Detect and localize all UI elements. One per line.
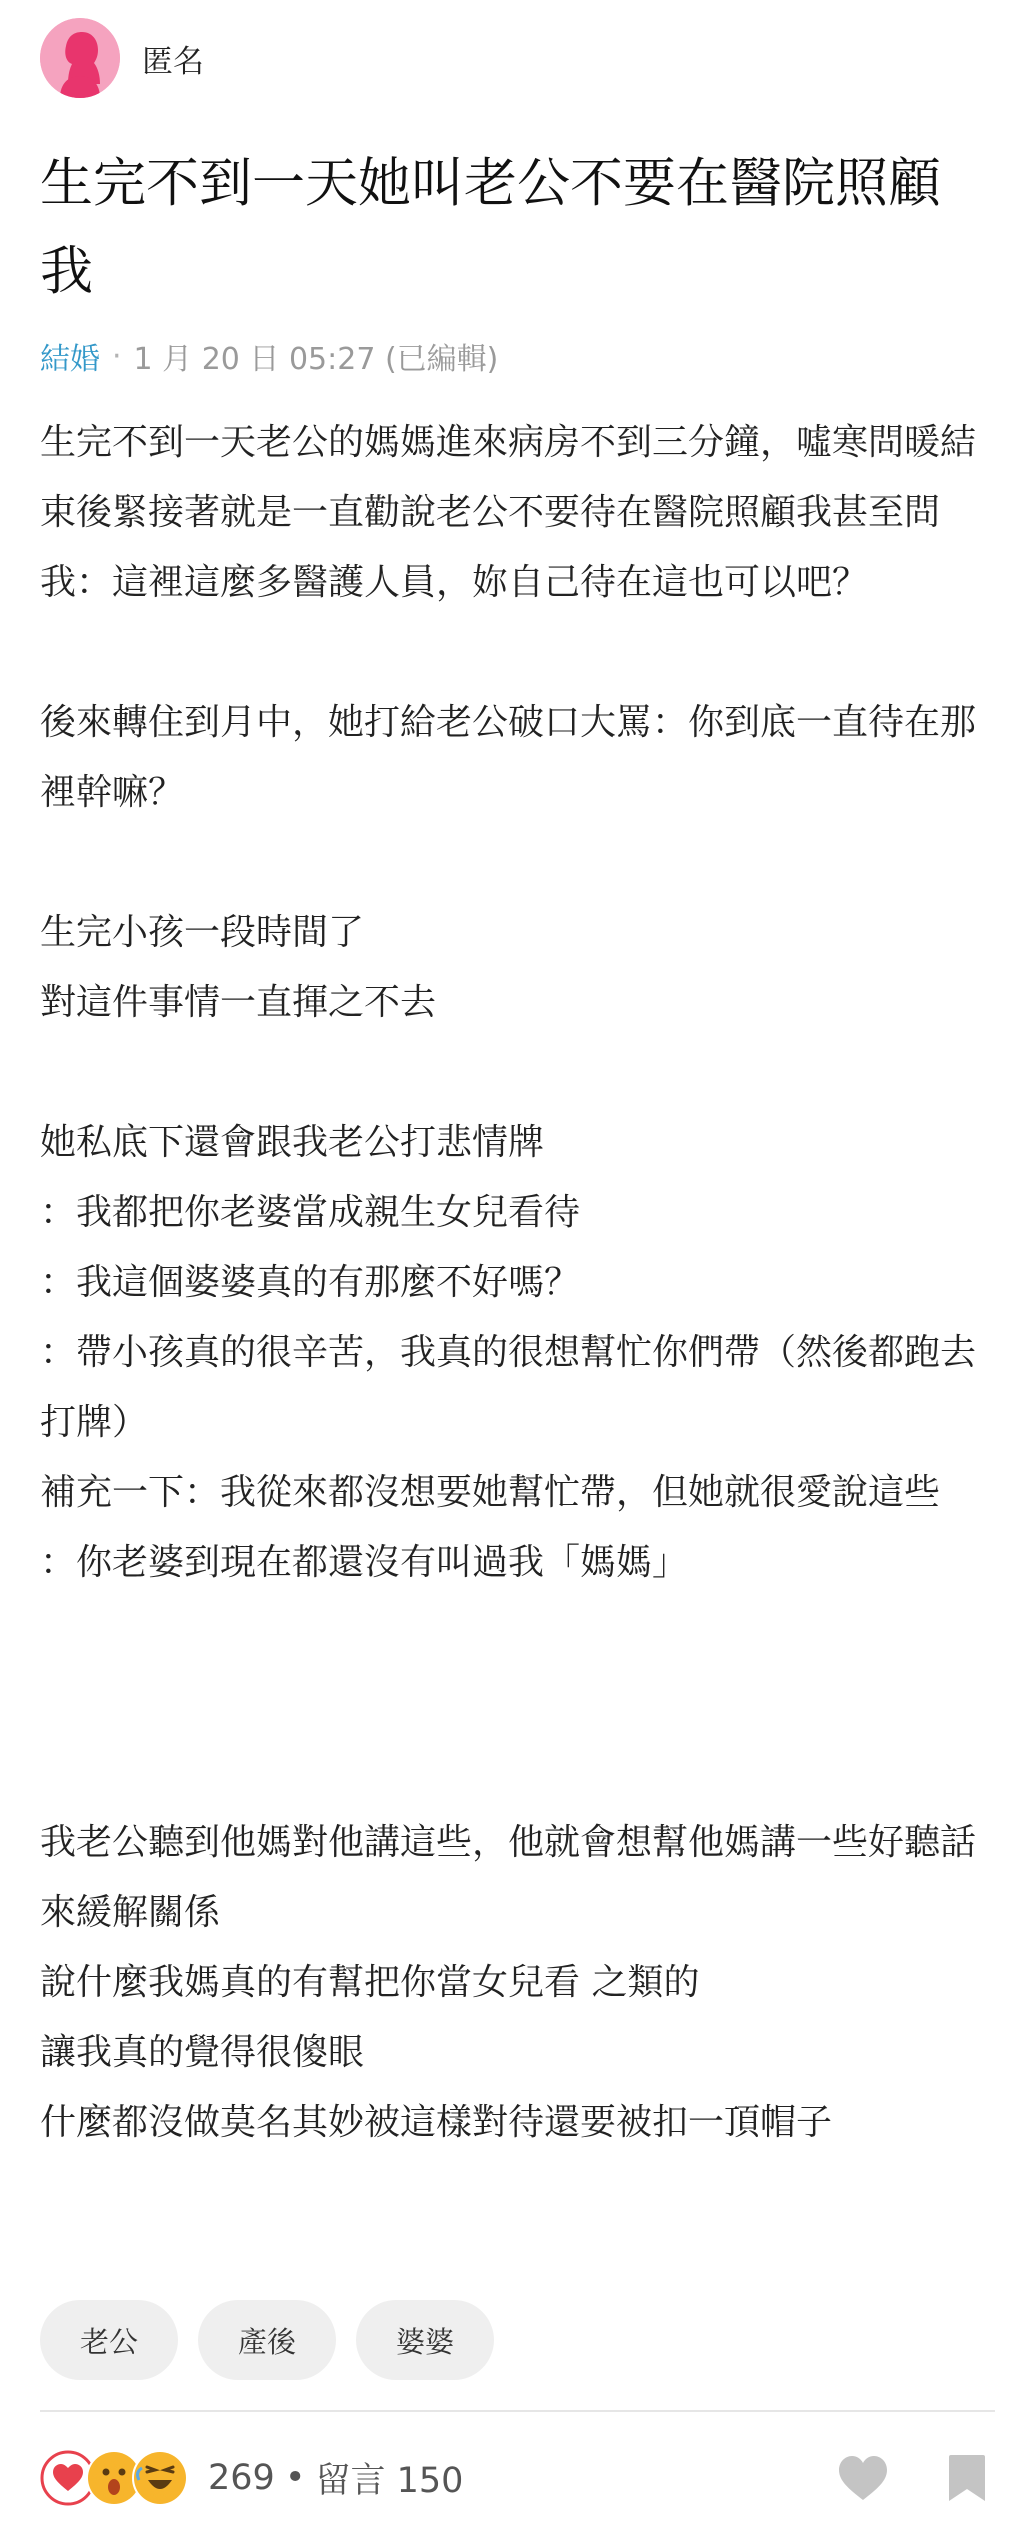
comment-count[interactable]: 留言 150 [315, 2461, 464, 2501]
body-paragraph: 生完小孩一段時間了 [40, 912, 365, 953]
body-paragraph: 後來轉住到月中，她打給老公破口大罵：你到底一直待在那裡幹嘛？ [40, 702, 977, 813]
tag-chip[interactable]: 老公 [40, 2300, 178, 2380]
blank-line [40, 618, 990, 688]
meta-separator: · [112, 338, 122, 374]
tag-list [40, 2300, 494, 2380]
blank-line [40, 1598, 990, 1668]
author-row[interactable] [40, 18, 204, 98]
tag-chip[interactable]: 產後 [198, 2300, 336, 2380]
female-avatar-icon[interactable] [40, 18, 120, 98]
author-name[interactable]: 匿名 [142, 43, 204, 80]
body-paragraph: ：我都把你老婆當成親生女兒看待 [40, 1192, 581, 1233]
body-paragraph: 她私底下還會跟我老公打悲情牌 [40, 1122, 545, 1163]
body-paragraph: 生完不到一天老公的媽媽進來病房不到三分鐘，噓寒問暖結束後緊接著就是一直勸說老公不要待在醫院照顧我甚至問我：這裡這麼多醫護人員，妳自己待在這也可以吧？ [40, 422, 977, 603]
body-paragraph: ：你老婆到現在都還沒有叫過我「媽媽」 [40, 1542, 689, 1583]
body-paragraph: 我老公聽到他媽對他講這些，他就會想幫他媽講一些好聽話來緩解關係 [40, 1822, 977, 1933]
footer-actions [835, 2450, 995, 2506]
post-title: 生完不到一天她叫老公不要在醫院照顧我 [40, 153, 941, 302]
post-date: 1 月 20 日 05:27 (已編輯) [133, 342, 499, 377]
blank-line [40, 1738, 990, 1808]
body-paragraph: 補充一下：我從來都沒想要她幫忙帶，但她就很愛說這些 [40, 1472, 941, 1513]
blank-line [40, 828, 990, 898]
blank-line [40, 1038, 990, 1108]
reaction-summary[interactable] [40, 2450, 188, 2506]
body-paragraph: 讓我真的覺得很傻眼 [40, 2032, 365, 2073]
body-paragraph: 什麼都沒做莫名其妙被這樣對待還要被扣一頂帽子 [40, 2102, 833, 2143]
tag-chip[interactable]: 婆婆 [356, 2300, 494, 2380]
blank-line [40, 1668, 990, 1738]
footer-divider [40, 2410, 995, 2412]
body-paragraph: ：我這個婆婆真的有那麼不好嗎？ [40, 1262, 581, 1303]
like-count: 269 [208, 2458, 275, 2498]
body-paragraph: 對這件事情一直揮之不去 [40, 982, 437, 1023]
heart-icon[interactable] [835, 2450, 891, 2506]
post-meta [40, 334, 498, 378]
body-paragraph: 說什麼我媽真的有幫把你當女兒看 之類的 [40, 1962, 700, 2003]
bookmark-icon[interactable] [939, 2450, 995, 2506]
laugh-reaction-icon [132, 2450, 188, 2506]
stats-separator: • [284, 2458, 306, 2498]
post-stats [208, 2453, 463, 2503]
body-paragraph: ：帶小孩真的很辛苦，我真的很想幫忙你們帶（然後都跑去打牌） [40, 1332, 977, 1443]
post-content [40, 408, 990, 2158]
board-link[interactable]: 結婚 [40, 342, 100, 377]
post-footer [40, 2440, 995, 2516]
